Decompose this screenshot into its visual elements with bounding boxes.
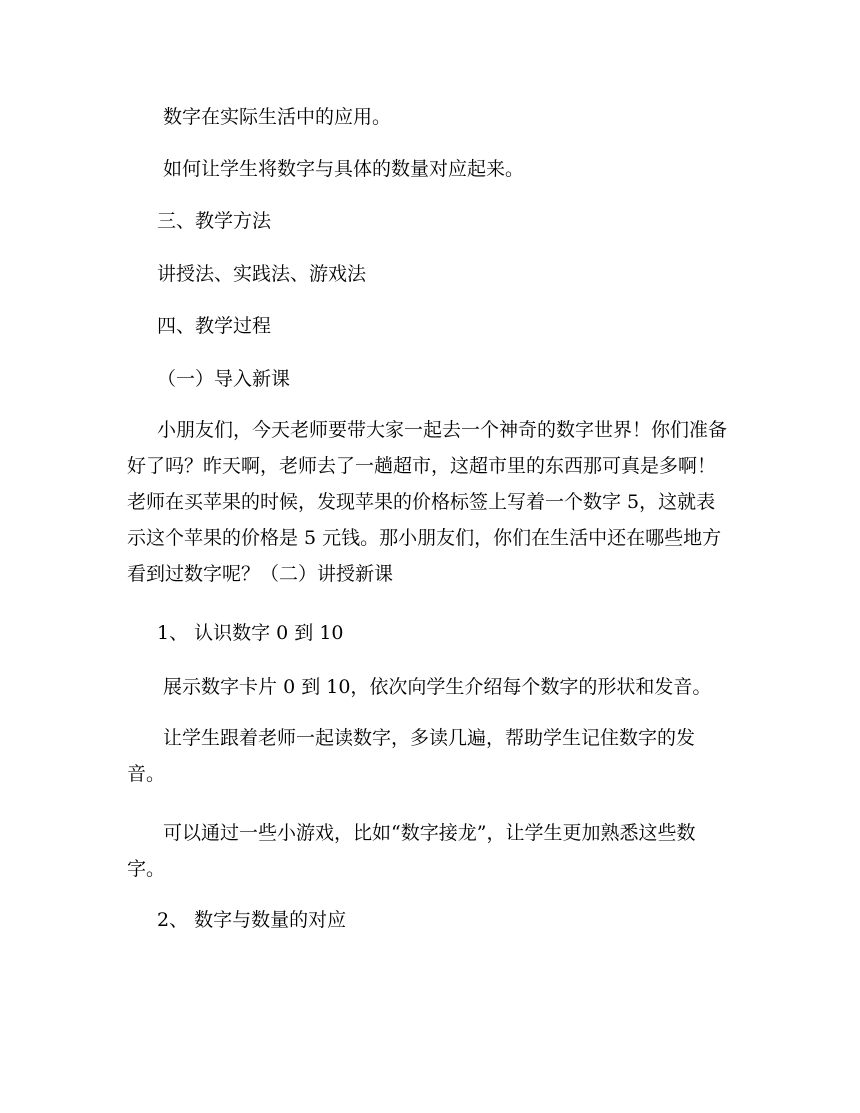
heading-know-numbers: 1、 认识数字 0 到 10 [157,622,344,644]
paragraph-number-cards: 展示数字卡片 0 到 10，依次向学生介绍每个数字的形状和发音。 [157,676,712,698]
heading-teaching-process: 四、教学过程 [157,315,272,337]
paragraph-number-quantity: 如何让学生将数字与具体的数量对应起来。 [157,158,525,180]
paragraph-methods-list: 讲授法、实践法、游戏法 [157,263,367,285]
paragraph-number-game: 可以通过一些小游戏，比如“数字接龙”，让学生更加熟悉这些数字。 [127,822,696,880]
heading-number-quantity-match: 2、 数字与数量的对应 [157,909,347,931]
heading-teaching-methods: 三、教学方法 [157,210,272,232]
paragraph-read-along: 让学生跟着老师一起读数字，多读几遍，帮助学生记住数字的发音。 [127,727,696,785]
paragraph-application: 数字在实际生活中的应用。 [157,106,392,128]
heading-intro-lesson: （一）导入新课 [157,368,291,390]
paragraph-intro-story: 小朋友们，今天老师要带大家一起去一个神奇的数字世界！你们准备好了吗？昨天啊，老师去了一趟超市，这超市里的东西那可真是多啊！老师在买苹果的时候，发现苹果的价格标签上写着一个数字 5，这就表示这个苹果的价格是 5 元钱。那小朋友们，你们在生活中还在哪些地方看到过数字呢？（二）讲授新课 [127,419,728,585]
